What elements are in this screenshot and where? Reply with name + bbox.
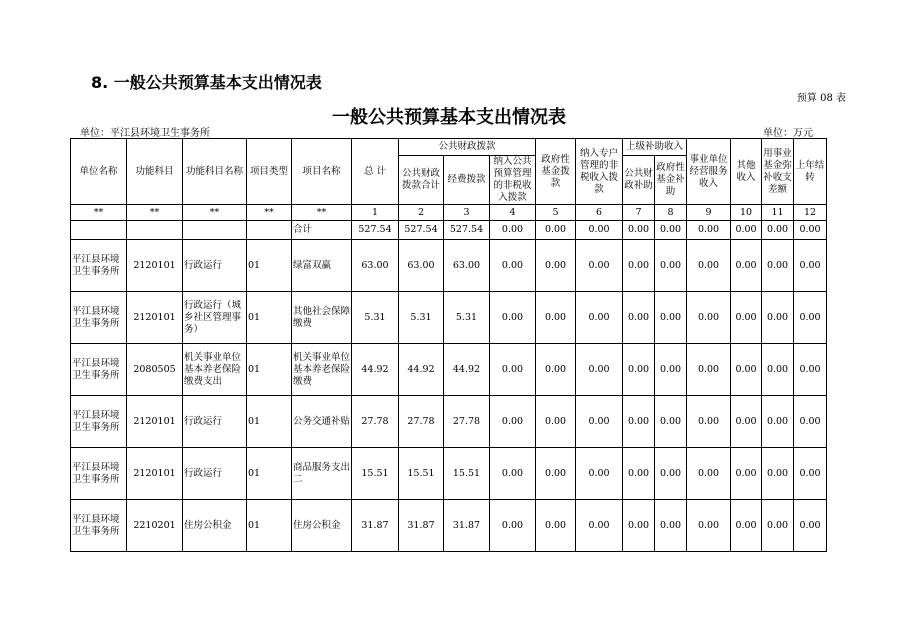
value-cell: 0.00 bbox=[576, 500, 623, 552]
unit-cell: 平江县环境卫生事务所 bbox=[71, 396, 127, 448]
value-cell: 0.00 bbox=[536, 448, 576, 500]
func-cell: 住房公积金 bbox=[183, 500, 247, 552]
code-cell: 2120101 bbox=[127, 240, 183, 292]
value-cell: 15.51 bbox=[352, 448, 399, 500]
value-cell: 0.00 bbox=[576, 344, 623, 396]
header-public-fund: 公共财政拨款 bbox=[399, 139, 536, 156]
value-cell: 0.00 bbox=[731, 500, 762, 552]
value-cell: 0.00 bbox=[623, 344, 655, 396]
value-cell: 5.31 bbox=[444, 292, 490, 344]
table-row bbox=[71, 344, 827, 396]
table-row bbox=[71, 240, 827, 292]
value-cell: 44.92 bbox=[444, 344, 490, 396]
value-cell: 15.51 bbox=[399, 448, 444, 500]
value-cell: 5.31 bbox=[352, 292, 399, 344]
value-cell: 0.00 bbox=[762, 500, 794, 552]
value-cell: 0.00 bbox=[687, 344, 731, 396]
value-cell: 0.00 bbox=[762, 292, 794, 344]
value-cell: 0.00 bbox=[490, 500, 536, 552]
proj-cell: 公务交通补贴 bbox=[292, 396, 352, 448]
header-sup-gov: 政府性基金补助 bbox=[655, 156, 687, 205]
unit-label: 单位：平江县环境卫生事务所 bbox=[80, 128, 210, 139]
value-cell: 0.00 bbox=[687, 448, 731, 500]
value-cell: 0.00 bbox=[655, 500, 687, 552]
value-cell: 31.87 bbox=[399, 500, 444, 552]
value-cell: 0.00 bbox=[655, 344, 687, 396]
header-func-code: 功能科目 bbox=[127, 139, 183, 205]
currency-unit: 单位：万元 bbox=[763, 128, 813, 139]
value-cell: 27.78 bbox=[399, 396, 444, 448]
header-pf-funds: 经费拨款 bbox=[444, 156, 490, 205]
func-cell: 行政运行 bbox=[183, 448, 247, 500]
section-heading: 8. 一般公共预算基本支出情况表 bbox=[91, 73, 322, 92]
value-cell: 0.00 bbox=[655, 448, 687, 500]
proj-cell: 商品服务支出二 bbox=[292, 448, 352, 500]
proj-cell: 其他社会保障缴费 bbox=[292, 292, 352, 344]
code-cell: 2210201 bbox=[127, 500, 183, 552]
value-cell: 0.00 bbox=[794, 396, 827, 448]
value-cell: 0.00 bbox=[536, 396, 576, 448]
value-cell: 0.00 bbox=[655, 292, 687, 344]
proj-cell: 住房公积金 bbox=[292, 500, 352, 552]
value-cell: 0.00 bbox=[731, 292, 762, 344]
value-cell: 31.87 bbox=[352, 500, 399, 552]
value-cell: 0.00 bbox=[762, 396, 794, 448]
header-carryover: 上年结转 bbox=[794, 139, 827, 205]
type-cell: 01 bbox=[247, 448, 292, 500]
proj-cell: 机关事业单位基本养老保险缴费 bbox=[292, 344, 352, 396]
proj-cell: 绿富双赢 bbox=[292, 240, 352, 292]
value-cell: 0.00 bbox=[536, 500, 576, 552]
value-cell: 0.00 bbox=[623, 292, 655, 344]
value-cell: 0.00 bbox=[536, 344, 576, 396]
value-cell: 0.00 bbox=[794, 448, 827, 500]
func-cell: 机关事业单位基本养老保险缴费支出 bbox=[183, 344, 247, 396]
table-row bbox=[71, 292, 827, 344]
value-cell: 0.00 bbox=[623, 240, 655, 292]
header-total: 总 计 bbox=[352, 139, 399, 205]
code-cell: 2120101 bbox=[127, 396, 183, 448]
value-cell: 0.00 bbox=[762, 448, 794, 500]
header-proj-type: 项目类型 bbox=[247, 139, 292, 205]
header-unit-name: 单位名称 bbox=[71, 139, 127, 205]
value-cell: 0.00 bbox=[687, 500, 731, 552]
unit-cell: 平江县环境卫生事务所 bbox=[71, 500, 127, 552]
value-cell: 0.00 bbox=[794, 292, 827, 344]
header-pf-total: 公共财政拨款合计 bbox=[399, 156, 444, 205]
value-cell: 31.87 bbox=[444, 500, 490, 552]
unit-cell: 平江县环境卫生事务所 bbox=[71, 240, 127, 292]
value-cell: 0.00 bbox=[623, 448, 655, 500]
type-cell: 01 bbox=[247, 292, 292, 344]
header-gov-fund: 政府性基金拨款 bbox=[536, 139, 576, 205]
type-cell: 01 bbox=[247, 344, 292, 396]
budget-table bbox=[70, 138, 827, 552]
value-cell: 0.00 bbox=[576, 240, 623, 292]
type-cell: 01 bbox=[247, 500, 292, 552]
func-cell: 行政运行（城乡社区管理事务） bbox=[183, 292, 247, 344]
value-cell: 0.00 bbox=[794, 500, 827, 552]
value-cell: 63.00 bbox=[444, 240, 490, 292]
value-cell: 63.00 bbox=[352, 240, 399, 292]
value-cell: 27.78 bbox=[352, 396, 399, 448]
table-reference: 预算 08 表 bbox=[796, 93, 846, 104]
value-cell: 0.00 bbox=[794, 240, 827, 292]
header-fund-gap: 用事业基金弥补收支差额 bbox=[762, 139, 794, 205]
value-cell: 0.00 bbox=[576, 448, 623, 500]
type-cell: 01 bbox=[247, 240, 292, 292]
value-cell: 0.00 bbox=[536, 240, 576, 292]
table-row bbox=[71, 448, 827, 500]
value-cell: 44.92 bbox=[352, 344, 399, 396]
value-cell: 0.00 bbox=[576, 292, 623, 344]
value-cell: 0.00 bbox=[490, 396, 536, 448]
func-cell: 行政运行 bbox=[183, 240, 247, 292]
code-cell: 2120101 bbox=[127, 292, 183, 344]
header-special-nontax: 纳入专户管理的非税收入拨款 bbox=[576, 139, 623, 205]
page-title: 一般公共预算基本支出情况表 bbox=[332, 107, 566, 128]
header-superior: 上级补助收入 bbox=[623, 139, 687, 156]
value-cell: 0.00 bbox=[731, 240, 762, 292]
value-cell: 0.00 bbox=[687, 396, 731, 448]
value-cell: 63.00 bbox=[399, 240, 444, 292]
code-cell: 2080505 bbox=[127, 344, 183, 396]
value-cell: 15.51 bbox=[444, 448, 490, 500]
value-cell: 0.00 bbox=[687, 292, 731, 344]
value-cell: 0.00 bbox=[762, 344, 794, 396]
code-cell: 2120101 bbox=[127, 448, 183, 500]
table-row bbox=[71, 396, 827, 448]
value-cell: 0.00 bbox=[576, 396, 623, 448]
value-cell: 0.00 bbox=[490, 344, 536, 396]
index-row: ** ** ** ** ** 1 2 3 4 5 6 7 8 9 10 11 12 bbox=[71, 205, 827, 221]
value-cell: 0.00 bbox=[731, 448, 762, 500]
value-cell: 0.00 bbox=[731, 396, 762, 448]
value-cell: 0.00 bbox=[623, 396, 655, 448]
unit-cell: 平江县环境卫生事务所 bbox=[71, 448, 127, 500]
value-cell: 44.92 bbox=[399, 344, 444, 396]
value-cell: 0.00 bbox=[731, 344, 762, 396]
unit-cell: 平江县环境卫生事务所 bbox=[71, 344, 127, 396]
value-cell: 27.78 bbox=[444, 396, 490, 448]
table-row bbox=[71, 500, 827, 552]
value-cell: 5.31 bbox=[399, 292, 444, 344]
value-cell: 0.00 bbox=[655, 396, 687, 448]
value-cell: 0.00 bbox=[490, 292, 536, 344]
value-cell: 0.00 bbox=[655, 240, 687, 292]
header-pf-nontax: 纳入公共预算管理的非税收入拨款 bbox=[490, 156, 536, 205]
header-other: 其他收入 bbox=[731, 139, 762, 205]
header-sup-public: 公共财政补助 bbox=[623, 156, 655, 205]
header-proj-name: 项目名称 bbox=[292, 139, 352, 205]
header-func-name: 功能科目名称 bbox=[183, 139, 247, 205]
total-row: 合计 527.54 527.54 527.54 0.00 0.00 0.00 0.00 0.00 0.00 0.00 0.00 0.00 bbox=[71, 221, 827, 240]
unit-cell: 平江县环境卫生事务所 bbox=[71, 292, 127, 344]
value-cell: 0.00 bbox=[794, 344, 827, 396]
value-cell: 0.00 bbox=[623, 500, 655, 552]
value-cell: 0.00 bbox=[687, 240, 731, 292]
value-cell: 0.00 bbox=[490, 240, 536, 292]
value-cell: 0.00 bbox=[536, 292, 576, 344]
header-business: 事业单位经营服务收入 bbox=[687, 139, 731, 205]
type-cell: 01 bbox=[247, 396, 292, 448]
func-cell: 行政运行 bbox=[183, 396, 247, 448]
value-cell: 0.00 bbox=[490, 448, 536, 500]
value-cell: 0.00 bbox=[762, 240, 794, 292]
